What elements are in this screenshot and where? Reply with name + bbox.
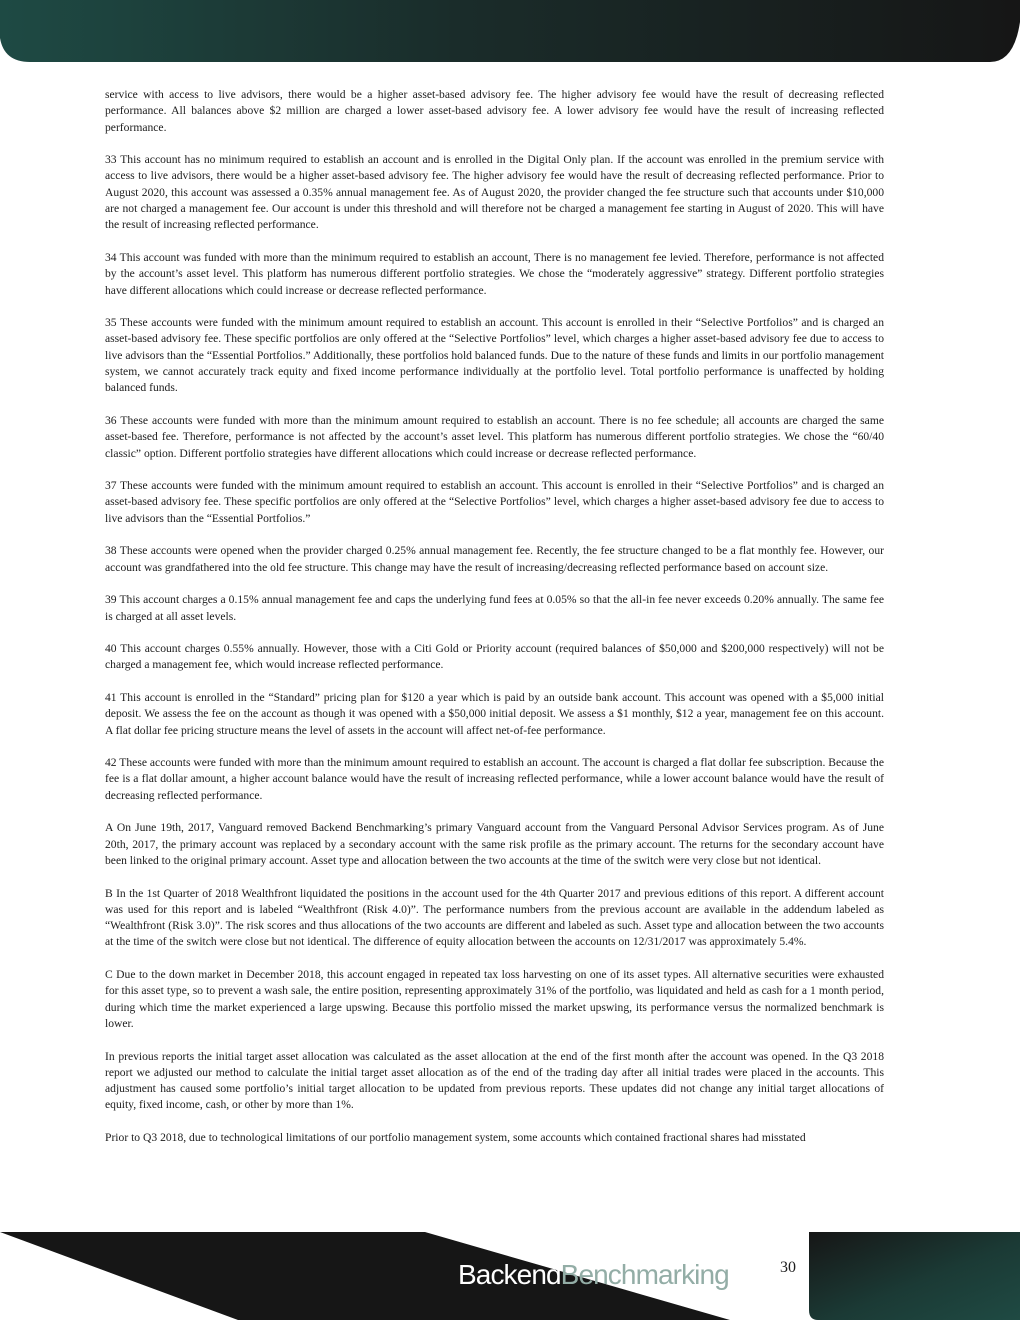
page-number: 30 — [780, 1259, 796, 1276]
logo-word-backend: Backend — [458, 1259, 561, 1290]
footnote-41: 41 This account is enrolled in the “Standard” pricing plan for $120 a year which is paid by an outside bank account. This account was opened with a $5,000 initial deposit. We assess the fee on the account as though it was opened with a $50,000 initial deposit. We assess a $1 monthly, $12 a year, management fee on this account. A flat dollar fee pricing structure means the level of assets in the account will affect net-of-fee performance. — [105, 690, 884, 737]
footnote-36: 36 These accounts were funded with more than the minimum amount required to establish an account. There is no fee schedule; all accounts are charged the same asset-based fee. Therefore, performance is not affected by the account’s asset level. This platform has numerous different portfolio strategies. We chose the “60/40 classic” option. Different portfolio strategies have different allocations which could increase or decrease reflected performance. — [105, 413, 884, 460]
footnote-38: 38 These accounts were opened when the provider charged 0.25% annual management fee. Recently, the fee structure changed to be a flat monthly fee. However, our account was grandfathered into the old fee structure. This change may have the result of increasing/decreasing reflected performance based on account size. — [105, 544, 884, 574]
footnote-c: C Due to the down market in December 2018, this account engaged in repeated tax loss harvesting on one of its asset types. All alternative securities were exhausted for this asset type, so to prevent a wash sale, the entire position, representing approximately 31% of the portfolio, was liquidated and held as cash for a 1 month period, during which time the market experienced a large upswing. Because this portfolio missed the market upswing, its performance versus the normalized benchmark is lower. — [105, 968, 884, 1030]
footnote-40: 40 This account charges 0.55% annually. However, those with a Citi Gold or Priority account (required balances of $50,000 and $200,000 respectively) will not be charged a management fee, which would increase reflected performance. — [105, 642, 884, 672]
paragraph-target-allocation: In previous reports the initial target asset allocation was calculated as the asset allocation at the end of the first month after the account was opened. In the Q3 2018 report we adjusted our method to calculate the initial target asset allocation as of the end of the trading day after all initial trades were placed in the accounts. This adjustment has caused some portfolio’s initial target allocation to be updated from previous reports. These updates did not change any initial target allocations of equity, fixed income, cash, or other by more than 1%. — [105, 1049, 884, 1112]
document-body — [105, 87, 884, 1163]
footnote-33: 33 This account has no minimum required to establish an account and is enrolled in the Digital Only plan. If the account was enrolled in the premium service with access to live advisors, there would be a higher asset-based advisory fee. The higher advisory fee would have the result of decreasing reflected performance. Prior to August 2020, this account was assessed a 0.35% annual management fee. As of August 2020, the provider changed the fee structure such that accounts under $10,000 are not charged a management fee. Our account is under this threshold and will therefore not be charged a management fee starting in August of 2020. This will have the result of increasing reflected performance. — [105, 153, 884, 232]
footnote-34: 34 This account was funded with more than the minimum required to establish an account, There is no management fee levied. Therefore, performance is not affected by the account’s asset level. This platform has numerous different portfolio strategies. We chose the “moderately aggressive” strategy. Different portfolio strategies have different allocations which could increase or decrease reflected performance. — [105, 250, 884, 297]
footnote-39: 39 This account charges a 0.15% annual management fee and caps the underlying fund fees at 0.05% so that the all-in fee never exceeds 0.20% annually. The same fee is charged at all asset levels. — [105, 593, 884, 623]
footnote-37: 37 These accounts were funded with the minimum amount required to establish an account. This account is enrolled in their “Selective Portfolios” and is charged an asset-based advisory fee. These specific portfolios are only offered at the “Selective Portfolios” level, which charges a higher asset-based advisory fee due to access to live advisors than the “Essential Portfolios.” — [105, 479, 884, 525]
logo-word-benchmarking: Benchmarking — [560, 1259, 729, 1290]
paragraph-fractional-shares: Prior to Q3 2018, due to technological limitations of our portfolio management system, some accounts which contained fractional shares had misstated — [105, 1131, 806, 1144]
footnote-42: 42 These accounts were funded with more than the minimum amount required to establish an account. The account is charged a flat dollar fee subscription. Because the fee is a flat dollar amount, a higher account balance would have the result of increasing reflected performance, while a lower account balance would have the result of decreasing reflected performance. — [105, 756, 884, 802]
backend-benchmarking-logo — [458, 1255, 758, 1295]
paragraph-continued: service with access to live advisors, there would be a higher asset-based advisory fee. The higher advisory fee would have the result of decreasing reflected performance. All balances above $2 million are charged a lower asset-based advisory fee. A lower advisory fee would have the result of increasing reflected performance. — [105, 88, 884, 134]
footnote-35: 35 These accounts were funded with the minimum amount required to establish an account. This account is enrolled in their “Selective Portfolios” and is charged an asset-based advisory fee. These specific portfolios are only offered at the “Selective Portfolios” level, which charges a higher asset-based advisory fee due to access to live advisors than the “Essential Portfolios.” Additionally, these portfolios hold balanced funds. Due to the nature of these funds and limits in our portfolio management system, we cannot accurately track equity and fixed income performance individually at the portfolio level. Total portfolio performance is unaffected by holding balanced funds. — [105, 316, 884, 395]
footnote-b: B In the 1st Quarter of 2018 Wealthfront liquidated the positions in the account used for the 4th Quarter 2017 and previous editions of this report. A different account was used for this report and is labeled “Wealthfront (Risk 4.0)”. The performance numbers from the previous account are available in the addendum labeled as “Wealthfront (Risk 3.0)”. The risk scores and thus allocations of the two accounts are different and labeled as such. Asset type and allocation between the two accounts at the time of the switch were close but not identical. The difference of equity allocation between the accounts on 12/31/2017 was approximately 5.4%. — [105, 886, 884, 949]
footnote-a: A On June 19th, 2017, Vanguard removed Backend Benchmarking’s primary Vanguard account from the Vanguard Personal Advisor Services program. As of June 20th, 2017, the primary account was replaced by a secondary account with the same risk profile as the primary account. The returns for the secondary account have been linked to the original primary account. Asset type and allocation between the two accounts at the time of the switch were very close but not identical. — [105, 821, 884, 867]
top-header-band — [0, 0, 1020, 62]
